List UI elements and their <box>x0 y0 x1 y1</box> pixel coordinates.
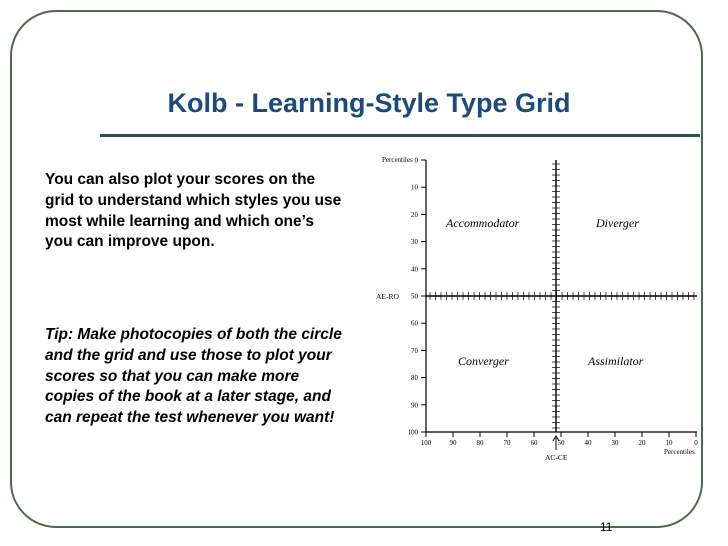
left-tick-label: 90 <box>411 401 418 410</box>
horizontal-axis-label: AE-RO <box>376 292 399 301</box>
left-tick-label: 0 <box>414 156 418 165</box>
bottom-tick-label: 60 <box>530 439 538 447</box>
slide-title: Kolb - Learning-Style Type Grid <box>167 88 571 118</box>
left-tick-label: 30 <box>411 238 418 247</box>
tip-paragraph: Tip: Make photocopies of both the circle and the grid and use those to plot your scores so that you can make more copies of the book at a later stage, and can repeat the test whenever you want! <box>45 326 342 427</box>
left-tick-label: 50 <box>411 292 418 301</box>
bottom-tick-label: 90 <box>449 439 457 447</box>
bottom-percentile-scale <box>421 432 699 447</box>
bottom-tick-label: 80 <box>476 439 484 447</box>
page-number: 11 <box>600 520 613 534</box>
vertical-axis-label: AC-CE <box>545 453 568 462</box>
left-tick-label: 70 <box>411 346 418 355</box>
left-tick-label: 80 <box>411 374 418 383</box>
left-tick-label: 20 <box>411 210 418 219</box>
bottom-tick-label: 70 <box>503 439 511 447</box>
quadrant-converger: Converger <box>458 354 509 368</box>
bottom-tick-label: 0 <box>694 439 698 447</box>
bottom-scale-label: Percentiles <box>664 448 695 456</box>
bottom-tick-label: 40 <box>584 439 592 447</box>
left-tick-label: 60 <box>411 319 418 328</box>
left-tick-label: 40 <box>411 265 418 274</box>
bottom-tick-label: 10 <box>665 439 673 447</box>
intro-paragraph: You can also plot your scores on the grid to understand which styles you use most while learning and which one’s you can improve upon. <box>45 171 342 251</box>
quadrant-diverger: Diverger <box>596 216 639 230</box>
left-tick-label: 100 <box>407 428 418 437</box>
bottom-tick-label: 30 <box>611 439 619 447</box>
quadrant-accommodator: Accommodator <box>446 216 520 230</box>
bottom-tick-label: 20 <box>638 439 646 447</box>
bottom-tick-label: 50 <box>557 439 565 447</box>
left-percentile-scale <box>408 157 427 437</box>
quadrant-assimilator: Assimilator <box>588 354 644 368</box>
left-scale-label: Percentiles <box>382 156 413 164</box>
bottom-tick-label: 100 <box>420 439 432 447</box>
left-tick-label: 10 <box>411 183 418 192</box>
